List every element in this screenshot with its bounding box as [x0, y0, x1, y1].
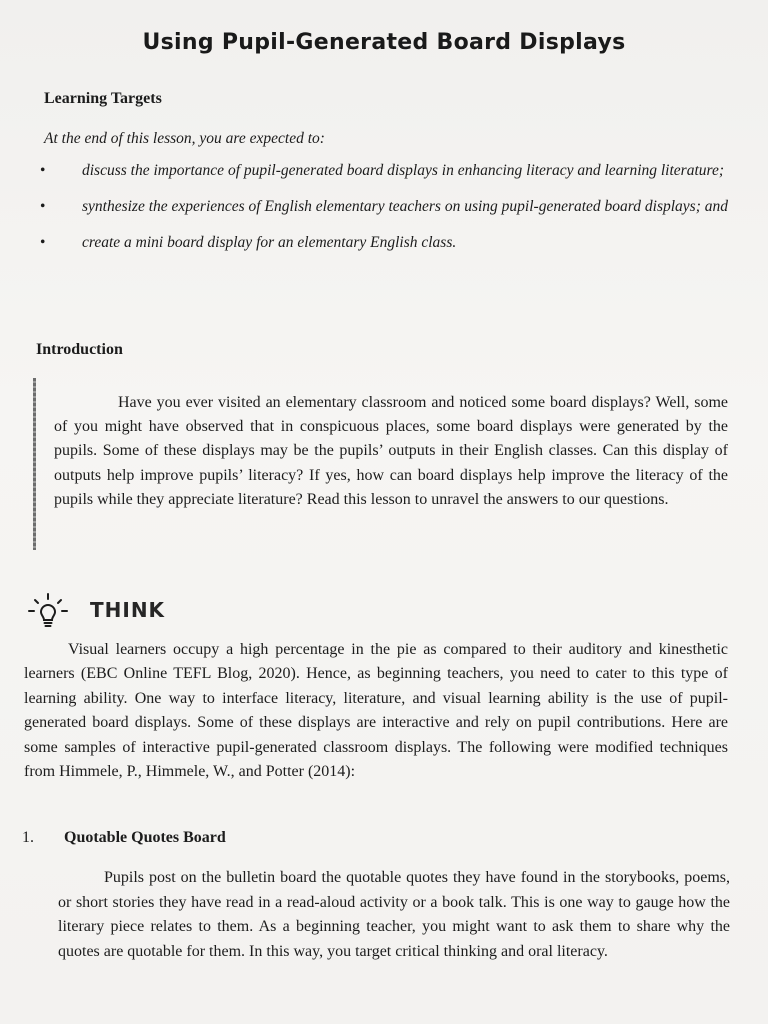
bullet-icon: •: [40, 198, 46, 215]
think-paragraph: Visual learners occupy a high percentage in the pie as compared to their auditory and kinesthetic learners (EBC Online TEFL Blog, 2020). Hence, as beginning teachers, you need to cater to this type of learning ability. One way to interface literacy, literature, and visual learning ability is the use of pupil-generated board displays. Some of these displays are interactive and rely on pupil contributions. Here are some samples of interactive pupil-generated classroom displays. The following were modified techniques from Himmele, P., Himmele, W., and Potter (2014):: [24, 641, 728, 781]
introduction-side-rule: [33, 378, 36, 550]
list-item: [34, 232, 734, 253]
think-section-label: THINK: [90, 598, 166, 622]
learning-target-text: discuss the importance of pupil-generated board displays in enhancing literacy and learning literature;: [82, 162, 725, 179]
list-item: [34, 196, 734, 217]
section-number: 1.: [22, 829, 34, 846]
introduction-heading: Introduction: [36, 341, 123, 358]
lightbulb-icon: [26, 592, 74, 632]
learning-target-text: create a mini board display for an elementary English class.: [82, 234, 457, 251]
learning-targets-heading: Learning Targets: [44, 90, 162, 107]
quotable-quotes-heading: Quotable Quotes Board: [64, 829, 226, 846]
quotable-quotes-paragraph: Pupils post on the bulletin board the quotable quotes they have found in the storybooks, poems, or short stories they have read in a read-aloud activity or a book talk. This is one way to gauge how the literary piece relates to them. As a beginning teacher, you might want to ask them to share why the quotes are quotable for them. In this way, you target critical thinking and oral literacy.: [58, 869, 730, 960]
introduction-paragraph: Have you ever visited an elementary classroom and noticed some board displays? Well, some of you might have observed that in conspicuous places, some board displays were generated by the pupils. Some of these displays may be the pupils’ outputs in their English classes. Can this display of outputs help improve pupils’ literacy? If yes, how can board displays help improve the literacy of the pupils while they appreciate literature? Read this lesson to unravel the answers to our questions.: [54, 394, 728, 508]
bullet-icon: •: [40, 234, 46, 251]
page-title: Using Pupil-Generated Board Displays: [142, 30, 626, 55]
learning-targets-list: [34, 160, 734, 268]
learning-targets-lead: At the end of this lesson, you are expected to:: [44, 130, 325, 147]
bullet-icon: •: [40, 162, 46, 179]
list-item: [34, 160, 734, 181]
learning-target-text: synthesize the experiences of English elementary teachers on using pupil-generated board displays; and: [82, 198, 728, 215]
